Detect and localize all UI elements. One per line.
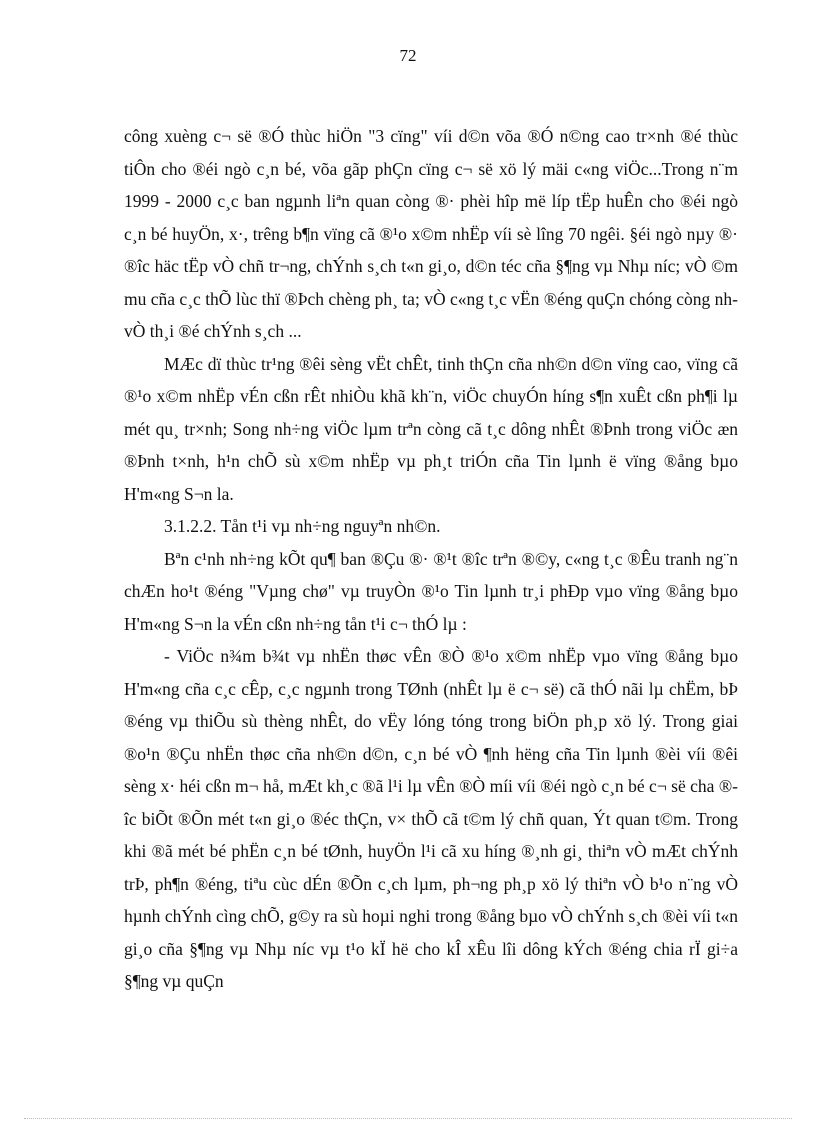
paragraph-results: MÆc dï thùc tr¹ng ®êi sèng vËt chÊt, tinh thÇn cña nh©n d©n vïng cao, vïng cã ®¹o x©m nhËp vÉn cßn rÊt nhiÒu khã kh¨n, viÖc chuyÓn híng s¶n xuÊt cßn ph¶i lµ mét qu¸ tr×nh; Song nh÷ng viÖc lµm trªn còng cã t¸c dông nhÊt ®Þnh trong viÖc æn ®Þnh t×nh, h¹n chÕ sù x©m nhËp vµ ph¸t triÓn cña Tin lµnh ë vïng ®ång bµo H'm«ng S¬n la.	[124, 353, 738, 504]
page-body	[124, 120, 738, 998]
paragraph-shortcomings-intro: Bªn c¹nh nh÷ng kÕt qu¶ ban ®Çu ®· ®¹t ®îc trªn ®©y, c«ng t¸c ®Êu tranh ng¨n chÆn ho¹t ®éng "Vµng chø" vµ truyÒn ®¹o Tin lµnh tr¸i phÐp vµo vïng ®ång bµo H'm«ng S¬n la vÉn cßn nh÷ng tån t¹i c¬ thÓ lµ :	[124, 548, 738, 634]
page-number: 72	[399, 46, 417, 65]
footer-rule	[24, 1118, 792, 1119]
paragraph-continuation: công xuèng c¬ së ®Ó thùc hiÖn "3 cïng" víi d©n võa ®Ó n©ng cao tr×nh ®é thùc tiÔn cho ®éi ngò c¸n bé, võa gãp phÇn cïng c¬ së xö lý mäi c«ng viÖc...Trong n¨m 1999 - 2000 c¸c ban ngµnh liªn quan còng ®· phèi hîp më líp tËp huÊn cho ®éi ngò c¸n bé huyÖn, x·, trêng b¶n vïng cã ®¹o x©m nhËp víi sè lîng 70 ngêi. §éi ngò nµy ®· ®îc häc tËp vÒ chñ tr¬ng, chÝnh s¸ch t«n gi¸o, d©n téc cña §¶ng vµ Nhµ níc; vÒ ©m mu cña c¸c thÕ lùc thï ®Þch chèng ph¸ ta; vÒ c«ng t¸c vËn ®éng quÇn chóng còng nh vÒ th¸i ®é chÝnh s¸ch ...	[124, 126, 738, 341]
section-heading: 3.1.2.2. Tån t¹i vµ nh÷ng nguyªn nh©n.	[164, 516, 441, 536]
paragraph-shortcomings-detail: - ViÖc n¾m b¾t vµ nhËn thøc vÊn ®Ò ®¹o x©m nhËp vµo vïng ®ång bµo H'm«ng cña c¸c cÊp, c¸c ngµnh trong TØnh (nhÊt lµ ë c¬ së) cã thÓ nãi lµ chËm, bÞ ®éng vµ thiÕu sù thèng nhÊt, do vËy lóng tóng trong biÖn ph¸p xö lý. Trong giai ®o¹n ®Çu nhËn thøc cña nh©n d©n, c¸n bé vÒ ¶nh hëng cña Tin lµnh ®èi víi ®êi sèng x· héi cßn m¬ hå, mÆt kh¸c ®ã l¹i lµ vÊn ®Ò míi víi ®éi ngò c¸n bé c¬ së cha ®îc biÕt ®Õn mét t«n gi¸o ®éc thÇn, v× thÕ cã t©m lý chñ quan, Ýt quan t©m. Trong khi ®ã mét bé phËn c¸n bé tØnh, huyÖn l¹i cã xu híng ®¸nh gi¸ thiªn vÒ mÆt chÝnh trÞ, ph¶n ®éng, tiªu cùc dÉn ®Õn c¸ch lµm, ph¬ng ph¸p xö lý thiªn vÒ b¹o n¨ng vÒ hµnh chÝnh cìng chÕ, g©y ra sù hoµi nghi trong ®ång bµo vÒ chÝnh s¸ch ®èi víi t«n gi¸o cña §¶ng vµ Nhµ níc vµ t¹o kÏ hë cho kÎ xÊu lîi dông kÝch ®éng chia rÏ gi÷a §¶ng vµ quÇn	[124, 646, 738, 991]
